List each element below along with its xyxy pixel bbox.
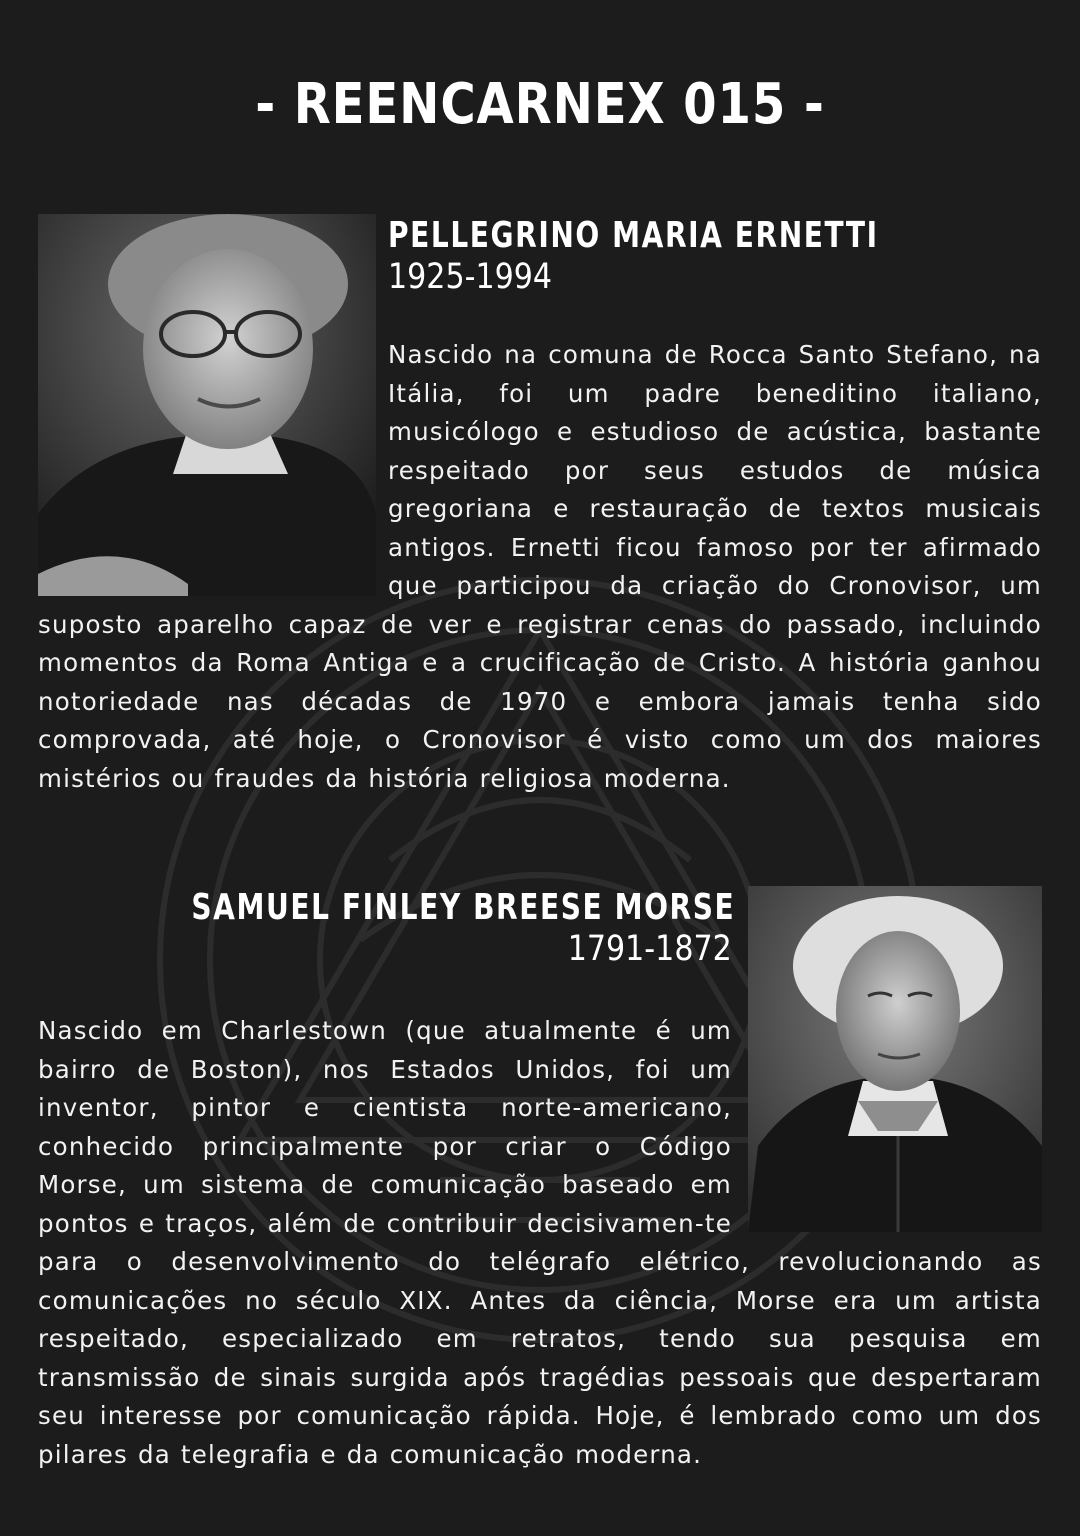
person-years-text: 1791-1872 — [567, 929, 732, 969]
person-years-text: 1925-1994 — [388, 257, 553, 297]
page-title: - REENCARNEX 015 - — [255, 72, 825, 137]
morse-portrait-photo — [748, 886, 1042, 1232]
person-bio: Nascido na comuna de Rocca Santo Stefano, na Itália, foi um padre beneditino italiano, musicólogo e estudioso de acústica, bastante respeitado por seus estudos de música gregoriana e restauração de textos musicais antigos. Ernetti ficou famoso por ter afirmado que participou da criação do Cronovisor, um suposto aparelho capaz de ver e registrar cenas do passado, incluindo momentos da Roma Antiga e a crucificação de Cristo. A história ganhou notoriedade nas décadas de 1970 e embora jamais tenha sido comprovada, até hoje, o Cronovisor é visto como um dos maiores mistérios ou fraudes da história religiosa moderna. — [38, 340, 1042, 793]
person-section-ernetti — [38, 214, 1042, 798]
ernetti-portrait-photo — [38, 214, 376, 596]
person-name-text: SAMUEL FINLEY BREESE MORSE — [191, 887, 736, 928]
person-bio: Nascido em Charlestown (que atualmente é um bairro de Boston), nos Estados Unidos, foi um inventor, pintor e cientista norte-americano, conhecido principalmente por criar o Código Morse, um sistema de comunicação baseado em pontos e traços, além de contribuir decisivamen-te para o desenvolvimento do telégrafo elétrico, revolucionando as comunicações no século XIX. Antes da ciência, Morse era um artista respeitado, especializado em retratos, tendo sua pesquisa em transmissão de sinais surgida após tragédias pessoais que despertaram seu interesse por comunicação rápida. Hoje, é lembrado como um dos pilares da telegrafia e da comunicação moderna. — [38, 1016, 1042, 1469]
person-section-morse — [38, 886, 1042, 1474]
person-name-text: PELLEGRINO MARIA ERNETTI — [388, 215, 879, 256]
